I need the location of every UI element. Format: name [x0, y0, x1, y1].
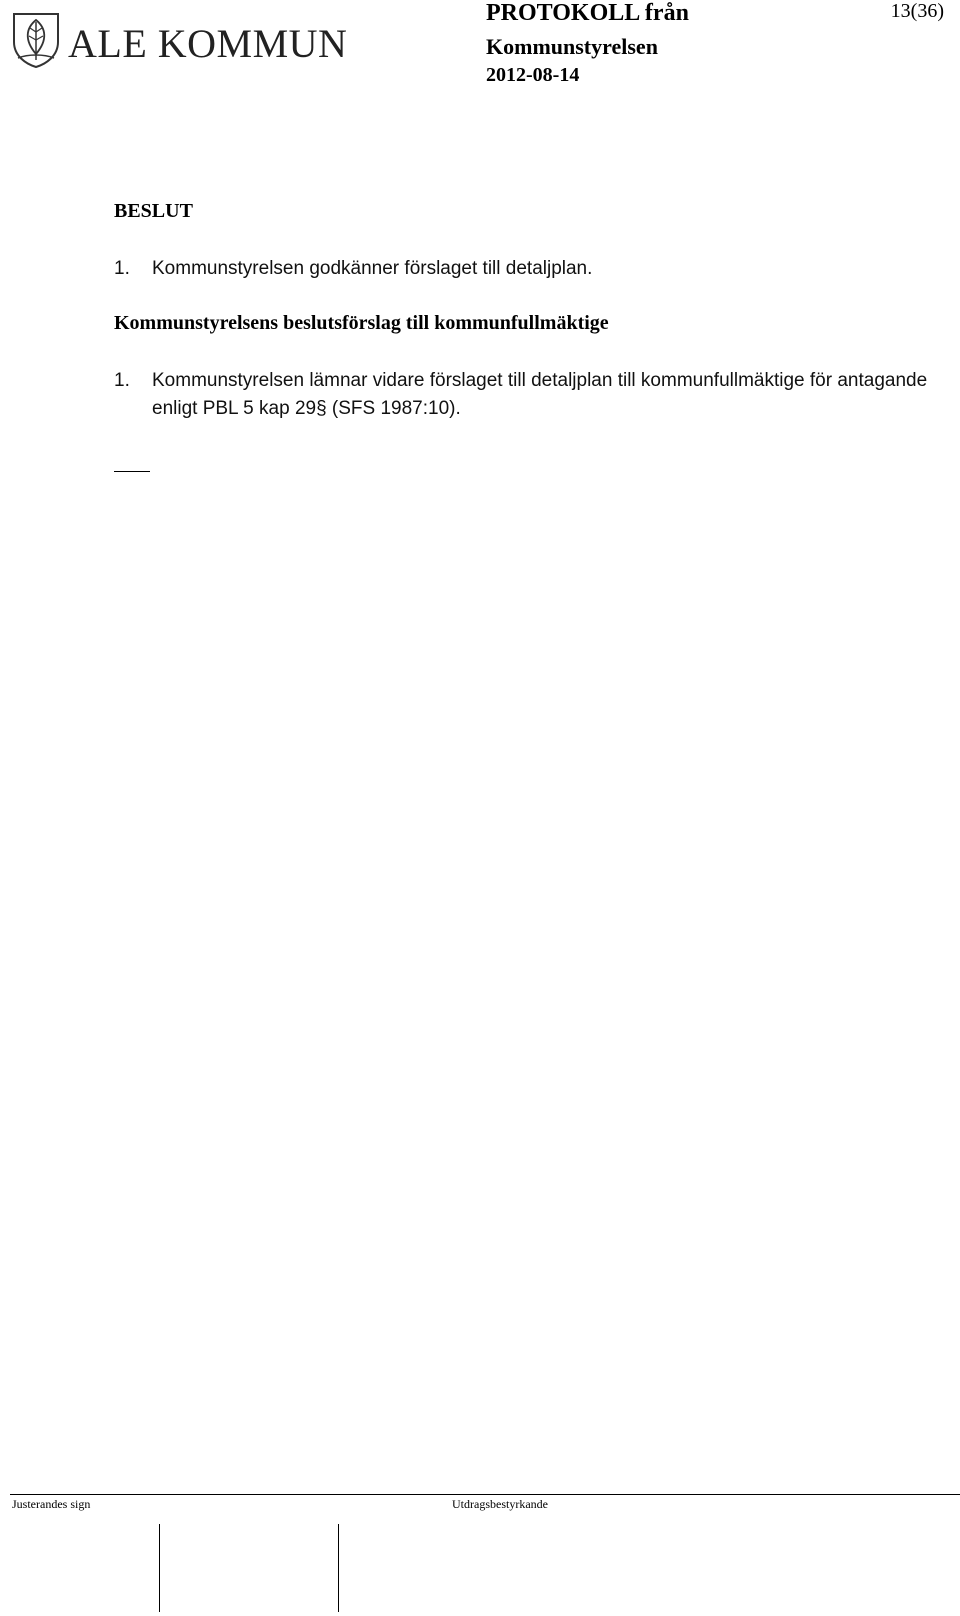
beslut-item — [114, 255, 944, 283]
footer-utdragsbestyrkande: Utdragsbestyrkande — [452, 1497, 548, 1511]
logo-text: ALE KOMMUN — [68, 21, 348, 66]
heading-forslag: Kommunstyrelsens beslutsförslag till kommunfullmäktige — [114, 312, 609, 334]
signature-box-divider — [338, 1524, 339, 1612]
item-text: Kommunstyrelsen lämnar vidare förslaget till detaljplan till kommunfullmäktige för antagande enligt PBL 5 kap 29§ (SFS 1987:10). — [152, 370, 928, 419]
municipality-logo — [10, 10, 380, 70]
protocol-date: 2012-08-14 — [486, 64, 580, 86]
signature-box-divider — [159, 1524, 160, 1612]
protocol-title: PROTOKOLL från — [486, 0, 689, 26]
item-text: Kommunstyrelsen godkänner förslaget till detaljplan. — [152, 258, 593, 279]
heading-beslut: BESLUT — [114, 200, 193, 222]
leaf-emblem-icon — [10, 10, 62, 68]
item-number: 1. — [114, 258, 130, 279]
forslag-item — [114, 367, 944, 423]
separator-rule — [114, 471, 150, 472]
protocol-body: Kommunstyrelsen — [486, 34, 658, 59]
page-number: 13(36) — [890, 0, 944, 22]
footer-justerandes-sign: Justerandes sign — [12, 1497, 91, 1511]
item-number: 1. — [114, 370, 130, 391]
footer-divider — [10, 1494, 960, 1495]
